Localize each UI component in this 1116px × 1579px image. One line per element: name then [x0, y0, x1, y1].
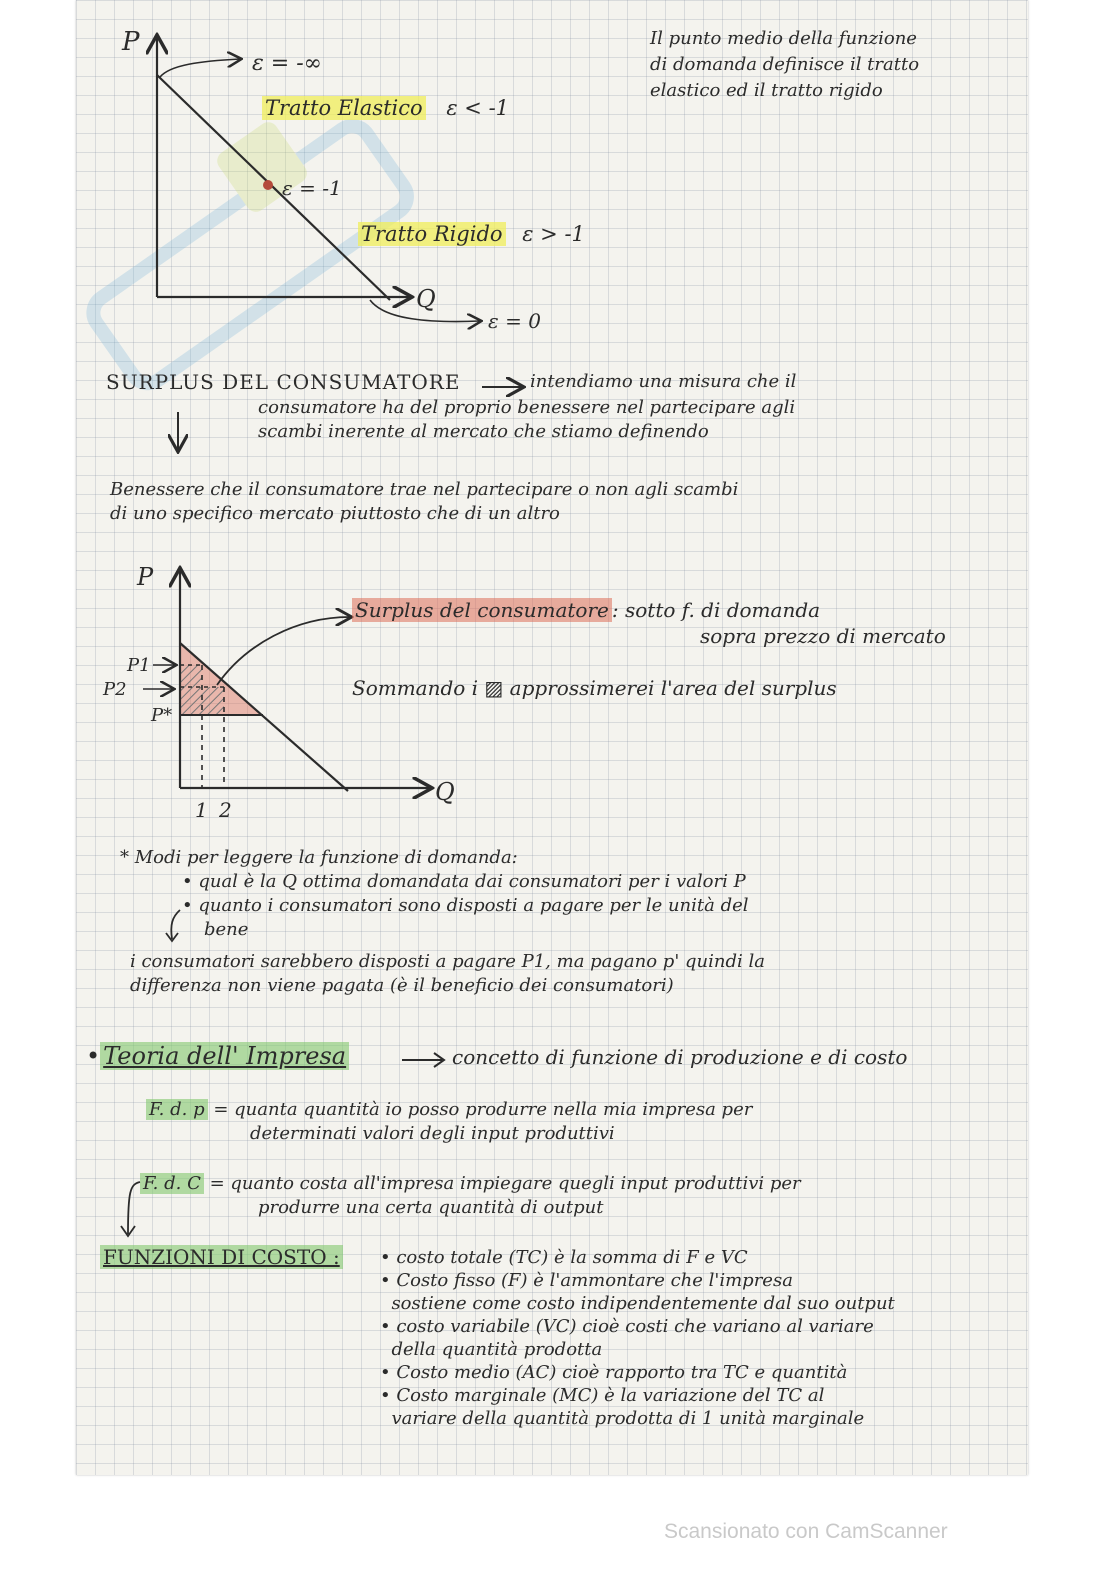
surplus-heading: SURPLUS DEL CONSUMATORE — [106, 370, 461, 394]
modi-bullet: • quanto i consumatori sono disposti a pagare per le unità del — [182, 895, 749, 916]
midpoint-note-line: elastico ed il tratto rigido — [650, 80, 883, 101]
modi-note: i consumatori sarebbero disposti a pagare P1, ma pagano p' quindi la differenza non viene pagata (è il beneficio dei consumatori) — [130, 951, 765, 996]
costi-list — [380, 1246, 895, 1430]
eps-inf-label: ε = -∞ — [252, 51, 322, 76]
elastic-segment-label: Tratto Elastico ε < -1 — [262, 96, 509, 120]
costi-heading: FUNZIONI DI COSTO : — [100, 1245, 343, 1269]
scanner-footer: Scansionato con CamScanner — [664, 1520, 948, 1543]
eps-zero-label: ε = 0 — [488, 309, 541, 333]
cost-item: • costo variabile (VC) cioè costi che variano al variare — [380, 1316, 874, 1337]
approx-rect-2 — [202, 687, 224, 715]
impresa-title: • Teoria dell' Impresa — [86, 1042, 349, 1070]
surplus-pointer-arrow — [217, 617, 350, 685]
tick-1-label: 1 — [195, 798, 208, 822]
pstar-label: P* — [151, 705, 173, 726]
tick-2-label: 2 — [219, 798, 232, 822]
cost-item: • Costo medio (AC) cioè rapporto tra TC e quantità — [380, 1362, 848, 1383]
graph2-q-label: Q — [435, 778, 455, 806]
cost-item: • Costo marginale (MC) è la variazione del TC al — [380, 1385, 825, 1406]
midpoint-note-line: Il punto medio della funzione — [650, 28, 917, 49]
impresa-concept: concetto di funzione di produzione e di costo — [452, 1045, 908, 1069]
summing-note: Sommando i ▨ approssimerei l'area del surplus — [352, 676, 837, 700]
cost-item: variare della quantità prodotta di 1 unità marginale — [380, 1408, 865, 1429]
fdc-arrow — [110, 1178, 150, 1242]
graph2-p-label: P — [137, 563, 154, 591]
surplus-definition: intendiamo una misura che il — [530, 371, 797, 392]
cost-item: • Costo fisso (F) è l'ammontare che l'impresa — [380, 1270, 793, 1291]
impresa-arrow — [400, 1050, 450, 1070]
modi-title: * Modi per leggere la funzione di domanda: — [120, 847, 518, 868]
approx-rect-1 — [180, 665, 202, 715]
fdc-definition: F. d. C = quanto costa all'impresa impiegare quegli input produttivi per produrre una certa quantità di output — [140, 1172, 801, 1220]
modi-arrow — [160, 905, 200, 945]
modi-bullet: • qual è la Q ottima domandata dai consumatori per i valori P — [182, 871, 746, 892]
midpoint-note-line: di domanda definisce il tratto — [650, 54, 920, 75]
cost-item: sostiene come costo indipendentemente dal suo output — [380, 1293, 895, 1314]
graph1-q-label: Q — [416, 285, 436, 313]
surplus-label: Surplus del consumatore : sotto f. di domanda — [352, 598, 820, 622]
surplus-label-cont: sopra prezzo di mercato — [700, 624, 946, 648]
cost-item: della quantità prodotta — [380, 1339, 603, 1360]
fdp-definition: F. d. p = quanta quantità io posso produrre nella mia impresa per determinati valori degli input produttivi — [146, 1098, 752, 1146]
surplus-definition-cont: consumatore ha del proprio benessere nel partecipare agli scambi inerente al mercato che stiamo definendo — [258, 397, 796, 442]
rigid-segment-label: Tratto Rigido ε > -1 — [358, 222, 585, 246]
demand-line — [180, 643, 348, 791]
cost-item: • costo totale (TC) è la somma di F e VC — [380, 1247, 748, 1268]
p2-label: P2 — [103, 679, 127, 700]
modi-bullet-cont: bene — [204, 919, 249, 940]
modi-section — [120, 846, 749, 942]
p1-label: P1 — [127, 655, 151, 676]
eps-one-label: ε = -1 — [282, 176, 342, 200]
benessere-note: Benessere che il consumatore trae nel partecipare o non agli scambi di uno specifico mercato piuttosto che di un altro — [110, 479, 739, 524]
graph1-p-label: P — [122, 27, 140, 57]
